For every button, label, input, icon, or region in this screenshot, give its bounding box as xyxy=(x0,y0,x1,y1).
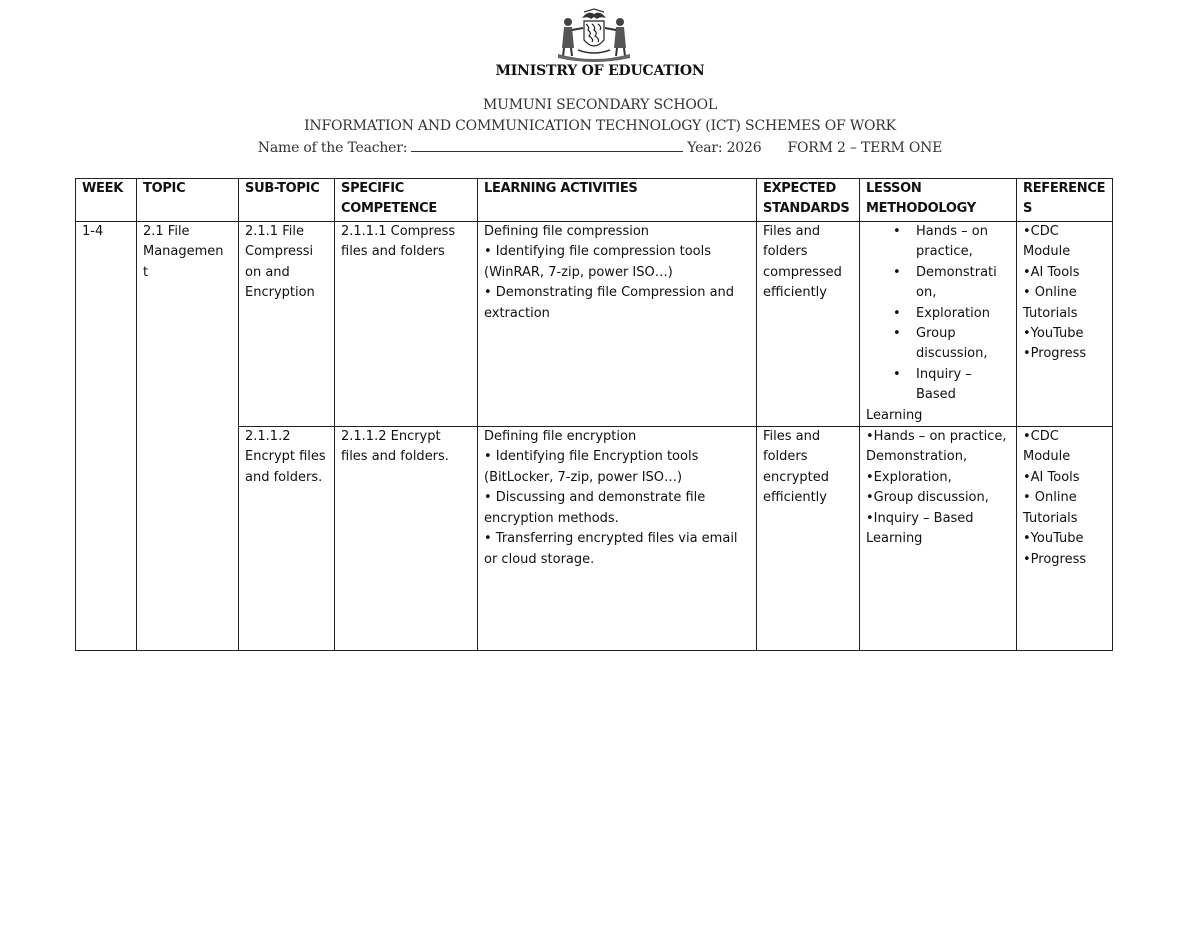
reference-item: •YouTube xyxy=(1023,326,1084,342)
year-label: Year: 2026 xyxy=(687,140,762,156)
reference-item: •AI Tools xyxy=(1023,469,1080,485)
column-header-topic: TOPIC xyxy=(137,179,239,222)
methodology-item: •Inquiry – Based Learning xyxy=(866,510,974,547)
table-row xyxy=(76,222,1113,427)
activity-item: • Identifying file Encryption tools (BitLocker, 7-zip, power ISO…) xyxy=(484,449,699,485)
competence-cell: 2.1.1.1 Compress files and folders xyxy=(335,222,478,427)
week-cell: 1-4 xyxy=(76,222,137,651)
scheme-of-work-table xyxy=(75,178,1113,651)
activity-item: • Demonstrating file Compression and extraction xyxy=(484,285,735,321)
reference-item: • Online Tutorials xyxy=(1023,490,1078,526)
column-header-methodology: LESSON METHODOLOGY xyxy=(860,179,1017,222)
document-title: INFORMATION AND COMMUNICATION TECHNOLOGY (ICT) SCHEMES OF WORK xyxy=(304,118,896,134)
subtopic-cell: 2.1.1 File Compressi on and Encryption xyxy=(239,222,335,427)
methodology-cell xyxy=(860,427,1017,651)
column-header-competence: SPECIFIC COMPETENCE xyxy=(335,179,478,222)
reference-item: •Progress xyxy=(1023,346,1087,362)
teacher-name-blank xyxy=(411,139,683,152)
table-header-row xyxy=(76,179,1113,222)
references-cell xyxy=(1017,222,1113,427)
reference-item: •CDC Module xyxy=(1023,429,1071,465)
reference-item: •AI Tools xyxy=(1023,264,1080,280)
methodology-tail: Learning xyxy=(866,407,923,423)
topic-cell: 2.1 File Managemen t xyxy=(137,222,239,651)
competence-cell: 2.1.1.2 Encrypt files and folders. xyxy=(335,427,478,651)
references-cell xyxy=(1017,427,1113,651)
activity-item: Defining file compression xyxy=(484,224,650,239)
reference-item: • Online Tutorials xyxy=(1023,285,1078,321)
activities-cell xyxy=(478,222,757,427)
activity-item: • Identifying file compression tools (WinRAR, 7-zip, power ISO…) xyxy=(484,244,711,280)
subtopic-cell: 2.1.1.2 Encrypt files and folders. xyxy=(239,427,335,651)
methodology-list xyxy=(866,222,1010,406)
reference-item: •YouTube xyxy=(1023,531,1084,547)
activity-item: Defining file encryption xyxy=(484,429,637,445)
activities-cell xyxy=(478,427,757,651)
methodology-item: • Demonstrati on, xyxy=(916,263,1010,304)
activity-item: • Transferring encrypted files via email or cloud storage. xyxy=(484,531,738,567)
activity-item: • Discussing and demonstrate file encryption methods. xyxy=(484,490,706,526)
methodology-item: • Exploration xyxy=(916,304,1010,324)
methodology-item: •Group discussion, xyxy=(866,490,989,506)
teacher-year-line xyxy=(0,139,1200,156)
methodology-item: •Hands – on practice, Demonstration, xyxy=(866,429,1007,465)
school-name: MUMUNI SECONDARY SCHOOL xyxy=(482,97,718,113)
column-header-references: REFERENCE S xyxy=(1017,179,1113,222)
reference-item: •Progress xyxy=(1023,551,1087,567)
methodology-item: •Exploration, xyxy=(866,469,952,485)
standards-cell: Files and folders compressed efficiently xyxy=(757,222,860,427)
methodology-item: • Hands – on practice, xyxy=(916,222,1010,263)
methodology-cell xyxy=(860,222,1017,427)
coat-of-arms-icon xyxy=(554,8,634,62)
form-term-label: FORM 2 – TERM ONE xyxy=(787,140,943,156)
column-header-standards: EXPECTED STANDARDS xyxy=(757,179,860,222)
column-header-subtopic: SUB-TOPIC xyxy=(239,179,335,222)
teacher-label: Name of the Teacher: xyxy=(257,140,408,156)
column-header-activities: LEARNING ACTIVITIES xyxy=(478,179,757,222)
reference-item: •CDC Module xyxy=(1023,224,1071,260)
ministry-title: MINISTRY OF EDUCATION xyxy=(495,63,705,79)
standards-cell: Files and folders encrypted efficiently xyxy=(757,427,860,651)
methodology-item: • Group discussion, xyxy=(916,324,1010,365)
column-header-week: WEEK xyxy=(76,179,137,222)
methodology-item: • Inquiry – Based xyxy=(916,365,1010,406)
